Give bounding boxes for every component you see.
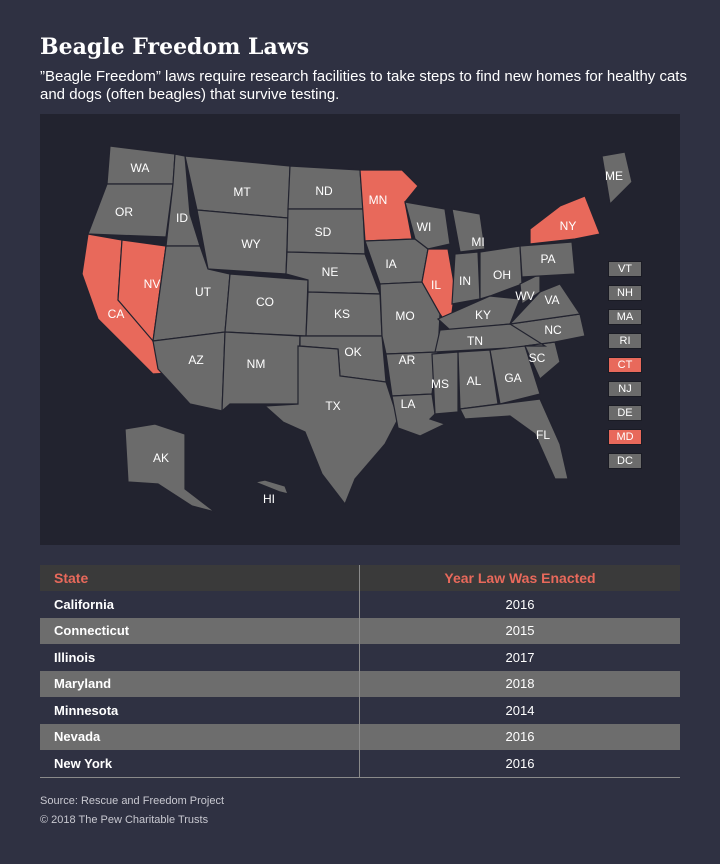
small-state-de: DE xyxy=(608,405,642,421)
table-row xyxy=(40,644,680,671)
small-state-ma: MA xyxy=(608,309,642,325)
year-cell: 2016 xyxy=(360,724,681,751)
state-label-mi: MI xyxy=(471,235,485,249)
state-label-sd: SD xyxy=(314,225,332,239)
state-label-pa: PA xyxy=(540,252,556,266)
state-label-fl: FL xyxy=(535,428,551,442)
state-label-nm: NM xyxy=(246,357,266,371)
state-label-sc: SC xyxy=(528,351,546,365)
small-state-nj: NJ xyxy=(608,381,642,397)
page-subtitle: ”Beagle Freedom” laws require research facilities to take steps to find new homes for healthy cats and dogs (often beagles) that survive testing. xyxy=(40,68,687,103)
small-state-dc: DC xyxy=(608,453,642,469)
state-fl xyxy=(460,399,568,479)
copyright-note: © 2018 The Pew Charitable Trusts xyxy=(40,814,209,826)
table-row xyxy=(40,697,680,724)
state-label-or: OR xyxy=(115,205,133,219)
state-label-la: LA xyxy=(400,397,416,411)
state-label-ms: MS xyxy=(431,377,449,391)
table-row xyxy=(40,750,680,777)
laws-table xyxy=(40,565,680,778)
year-cell: 2017 xyxy=(360,644,681,671)
state-label-ny: NY xyxy=(559,219,577,233)
year-cell: 2014 xyxy=(360,697,681,724)
year-cell: 2015 xyxy=(360,618,681,645)
state-label-ak: AK xyxy=(152,451,170,465)
state-label-me: ME xyxy=(605,169,623,183)
state-label-tx: TX xyxy=(325,399,341,413)
state-label-mo: MO xyxy=(395,309,415,323)
state-cell: California xyxy=(40,591,360,618)
state-label-az: AZ xyxy=(188,353,204,367)
state-cell: Minnesota xyxy=(40,697,360,724)
small-state-md: MD xyxy=(608,429,642,445)
state-label-ia: IA xyxy=(385,257,397,271)
state-label-wy: WY xyxy=(241,237,261,251)
state-label-co: CO xyxy=(256,295,274,309)
state-cell: Maryland xyxy=(40,671,360,698)
state-label-nc: NC xyxy=(544,323,562,337)
us-map xyxy=(40,114,680,545)
header-year: Year Law Was Enacted xyxy=(360,565,681,591)
small-state-vt: VT xyxy=(608,261,642,277)
page-title: Beagle Freedom Laws xyxy=(40,34,310,60)
state-cell: Illinois xyxy=(40,644,360,671)
table-header-row xyxy=(40,565,680,591)
table-row xyxy=(40,618,680,645)
state-label-mn: MN xyxy=(368,193,388,207)
state-label-ca: CA xyxy=(107,307,125,321)
year-cell: 2016 xyxy=(360,591,681,618)
small-state-nh: NH xyxy=(608,285,642,301)
table-row xyxy=(40,591,680,618)
year-cell: 2016 xyxy=(360,750,681,777)
state-label-ks: KS xyxy=(333,307,351,321)
small-state-ct: CT xyxy=(608,357,642,373)
table-row xyxy=(40,724,680,751)
state-label-nd: ND xyxy=(315,184,333,198)
header-state: State xyxy=(40,565,360,591)
state-ak xyxy=(125,424,215,512)
year-cell: 2018 xyxy=(360,671,681,698)
state-label-al: AL xyxy=(466,374,482,388)
state-label-wa: WA xyxy=(130,161,150,175)
state-label-tn: TN xyxy=(467,334,483,348)
small-state-ri: RI xyxy=(608,333,642,349)
state-label-ut: UT xyxy=(195,285,211,299)
state-nm xyxy=(222,332,300,411)
state-label-ne: NE xyxy=(321,265,339,279)
state-cell: Nevada xyxy=(40,724,360,751)
state-label-ok: OK xyxy=(344,345,362,359)
state-label-id: ID xyxy=(176,211,188,225)
state-label-hi: HI xyxy=(263,492,275,506)
source-note: Source: Rescue and Freedom Project xyxy=(40,795,225,807)
state-label-nv: NV xyxy=(143,277,161,291)
state-label-mt: MT xyxy=(233,185,251,199)
state-label-in: IN xyxy=(459,274,471,288)
state-cell: New York xyxy=(40,750,360,777)
us-map-svg xyxy=(40,114,680,545)
state-label-il: IL xyxy=(430,278,442,292)
state-label-va: VA xyxy=(544,293,560,307)
state-cell: Connecticut xyxy=(40,618,360,645)
state-label-wv: WV xyxy=(515,289,535,303)
state-az xyxy=(153,332,225,411)
state-label-wi: WI xyxy=(416,220,432,234)
state-label-oh: OH xyxy=(493,268,511,282)
state-label-ar: AR xyxy=(398,353,416,367)
state-label-ky: KY xyxy=(474,308,492,322)
state-label-ga: GA xyxy=(504,371,522,385)
table-row xyxy=(40,671,680,698)
